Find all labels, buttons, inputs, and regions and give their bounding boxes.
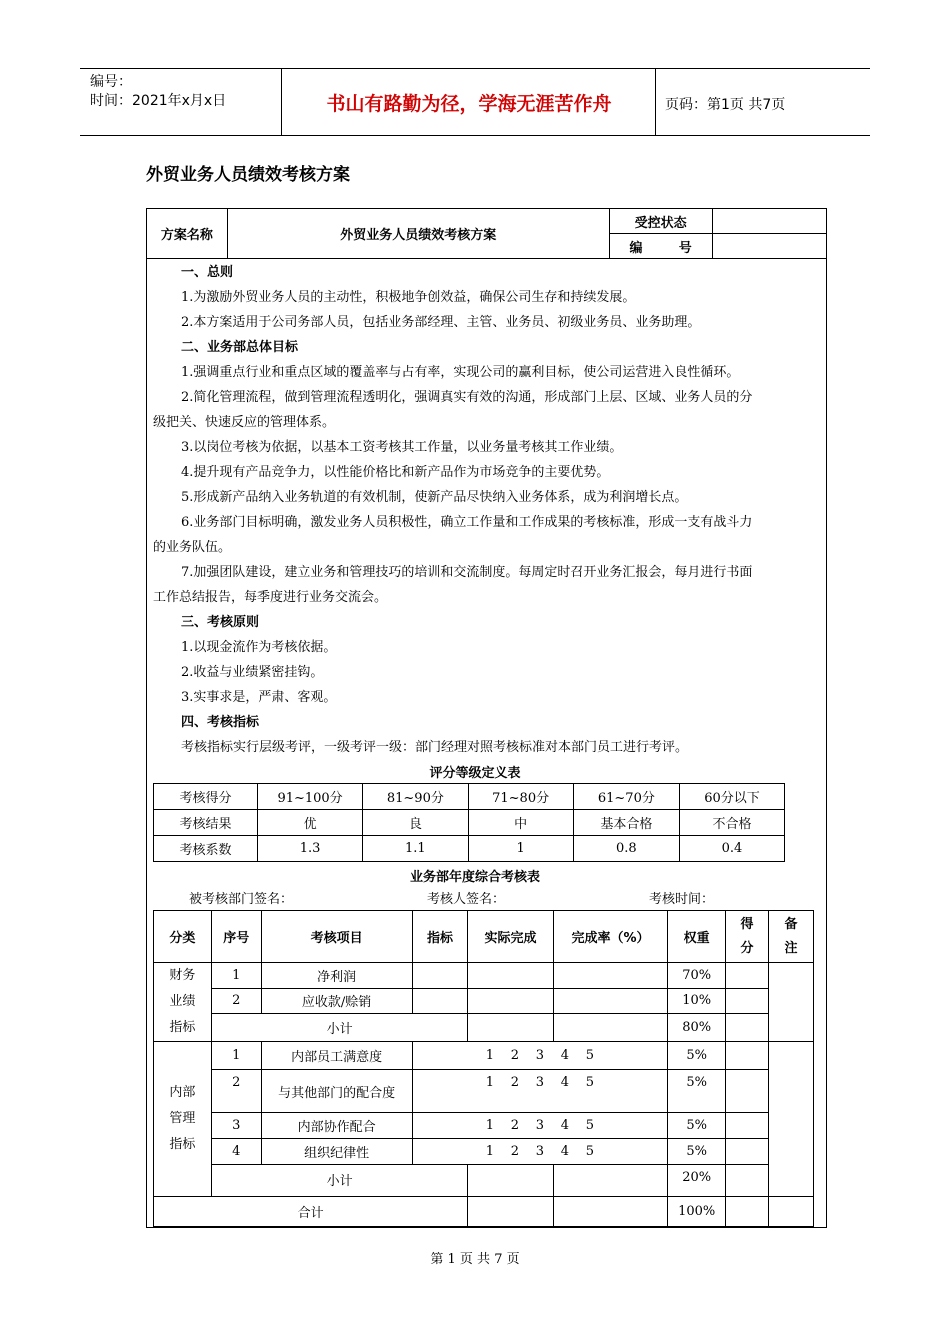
grade-cell: 1.3	[257, 836, 362, 862]
row-score	[726, 1070, 769, 1113]
row-item: 内部协作配合	[261, 1113, 412, 1139]
total-weight: 100%	[668, 1197, 726, 1227]
header-page-info: 页码：第1页 共7页	[665, 97, 786, 113]
row-actual	[468, 1197, 553, 1227]
rating-option: 2	[510, 1075, 520, 1090]
finance-subtotal-weight: 80%	[668, 1014, 726, 1042]
row-indicator	[412, 963, 468, 989]
grade-cell: 基本合格	[573, 810, 679, 836]
row-score	[726, 1197, 769, 1227]
section-heading: 三、考核原则	[181, 615, 260, 630]
paragraph-line: 5.形成新产品纳入业务轨道的有效机制，使新产品尽快纳入业务体系，成为利润增长点。	[181, 490, 688, 505]
paragraph-line: 4.提升现有产品竞争力，以性能价格比和新产品作为市场竞争的主要优势。	[181, 465, 610, 480]
category-internal: 内部管理指标	[154, 1042, 212, 1197]
row-weight: 5%	[668, 1139, 726, 1165]
col-header-no: 序号	[211, 911, 261, 963]
paragraph-line: 1.为激励外贸业务人员的主动性，积极地争创效益，确保公司生存和持续发展。	[181, 290, 636, 305]
rating-scale	[412, 1113, 668, 1139]
row-item: 与其他部门的配合度	[261, 1070, 412, 1113]
row-score	[726, 1165, 769, 1197]
col-header-score: 得分	[726, 911, 769, 963]
grade-cell: 0.8	[573, 836, 679, 862]
scheme-name-label: 方案名称	[147, 209, 228, 259]
col-header-rate: 完成率（%）	[553, 911, 667, 963]
header-motto: 书山有路勤为径，学海无涯苦作舟	[326, 93, 612, 115]
doc-number-value	[712, 234, 826, 259]
rating-scale	[412, 1042, 668, 1070]
rating-option: 1	[485, 1118, 495, 1133]
rating-option: 4	[560, 1075, 570, 1090]
row-remark	[769, 1042, 814, 1197]
annual-assessment-table	[153, 910, 814, 1227]
section-heading: 二、业务部总体目标	[181, 340, 299, 355]
row-no: 3	[211, 1113, 261, 1139]
row-weight: 10%	[668, 988, 726, 1014]
header-top-rule	[80, 68, 870, 69]
grade-cell: 中	[468, 810, 573, 836]
header-number: 编号：	[90, 74, 132, 90]
row-item: 内部员工满意度	[261, 1042, 412, 1070]
paragraph-line: 3.以岗位考核为依据，以基本工资考核其工作量，以业务量考核其工作业绩。	[181, 440, 623, 455]
rating-option: 1	[485, 1075, 495, 1090]
assessment-time-label: 考核时间：	[649, 892, 715, 907]
row-rate	[553, 1197, 667, 1227]
row-score	[726, 1014, 769, 1042]
rating-option: 3	[535, 1048, 545, 1063]
row-weight: 70%	[668, 963, 726, 989]
col-header-weight: 权重	[668, 911, 726, 963]
grade-row-label: 考核系数	[154, 836, 258, 862]
rating-option: 2	[510, 1144, 520, 1159]
row-actual	[468, 1165, 553, 1197]
paragraph-line: 的业务队伍。	[153, 540, 232, 555]
row-no: 2	[211, 1070, 261, 1113]
row-weight: 5%	[668, 1113, 726, 1139]
paragraph-line: 2.简化管理流程，做到管理流程透明化，强调真实有效的沟通，形成部门上层、区域、业务人员的分	[181, 390, 753, 405]
section-heading: 四、考核指标	[181, 715, 260, 730]
rating-option: 3	[535, 1118, 545, 1133]
section-heading: 一、总则	[181, 265, 234, 280]
rating-option: 2	[510, 1048, 520, 1063]
paragraph-line: 6.业务部门目标明确，激发业务人员积极性，确立工作量和工作成果的考核标准，形成一支有战斗力	[181, 515, 753, 530]
row-rate	[553, 988, 667, 1014]
row-no: 2	[211, 988, 261, 1014]
grade-table	[153, 783, 785, 862]
row-indicator	[412, 988, 468, 1014]
row-score	[726, 1042, 769, 1070]
row-remark	[769, 1197, 814, 1227]
internal-subtotal-label: 小计	[211, 1165, 467, 1197]
rating-option: 4	[560, 1144, 570, 1159]
rating-option: 5	[585, 1048, 595, 1063]
paragraph-line: 2.本方案适用于公司务部人员，包括业务部经理、主管、业务员、初级业务员、业务助理。	[181, 315, 701, 330]
grade-cell: 优	[257, 810, 362, 836]
rating-option: 1	[485, 1048, 495, 1063]
grade-cell: 0.4	[679, 836, 784, 862]
rating-option: 4	[560, 1118, 570, 1133]
rating-option: 5	[585, 1118, 595, 1133]
row-weight: 5%	[668, 1042, 726, 1070]
rating-option: 3	[535, 1144, 545, 1159]
col-header-category: 分类	[154, 911, 212, 963]
rating-option: 3	[535, 1075, 545, 1090]
grade-cell: 81~90分	[363, 784, 468, 810]
row-no: 1	[211, 963, 261, 989]
grade-row-label: 考核得分	[154, 784, 258, 810]
row-rate	[553, 1014, 667, 1042]
annual-table-caption: 业务部年度综合考核表	[409, 870, 540, 885]
grade-cell: 91~100分	[257, 784, 362, 810]
header-time: 时间：2021年x月x日	[90, 93, 227, 109]
row-rate	[553, 963, 667, 989]
row-score	[726, 988, 769, 1014]
document-title: 外贸业务人员绩效考核方案	[146, 165, 350, 185]
internal-subtotal-weight: 20%	[668, 1165, 726, 1197]
row-no: 1	[211, 1042, 261, 1070]
rating-option: 1	[485, 1144, 495, 1159]
paragraph-line: 考核指标实行层级考评，一级考评一级：部门经理对照考核标准对本部门员工进行考评。	[181, 740, 689, 755]
doc-number-label: 编 号	[609, 234, 712, 259]
row-actual	[468, 963, 553, 989]
assessor-signature-label: 考核人签名：	[427, 892, 506, 907]
paragraph-line: 1.以现金流作为考核依据。	[181, 640, 337, 655]
control-status-label: 受控状态	[609, 209, 712, 234]
row-rate	[553, 1165, 667, 1197]
row-remark	[769, 963, 814, 1042]
category-finance: 财务业绩指标	[154, 963, 212, 1042]
col-header-indicator: 指标	[412, 911, 468, 963]
total-label: 合计	[154, 1197, 468, 1227]
grade-row-label: 考核结果	[154, 810, 258, 836]
grade-cell: 71~80分	[468, 784, 573, 810]
header-divider	[655, 68, 656, 135]
grade-cell: 不合格	[679, 810, 784, 836]
paragraph-line: 7.加强团队建设，建立业务和管理技巧的培训和交流制度。每周定时召开业务汇报会，每月进行书面	[181, 565, 753, 580]
rating-option: 5	[585, 1075, 595, 1090]
rating-scale	[412, 1139, 668, 1165]
row-score	[726, 963, 769, 989]
row-item: 组织纪律性	[261, 1139, 412, 1165]
paragraph-line: 3.实事求是，严肃、客观。	[181, 690, 337, 705]
paragraph-line: 工作总结报告，每季度进行业务交流会。	[153, 590, 388, 605]
row-score	[726, 1113, 769, 1139]
grade-table-caption: 评分等级定义表	[429, 766, 521, 781]
info-table	[146, 208, 827, 259]
col-header-actual: 实际完成	[468, 911, 553, 963]
rating-option: 4	[560, 1048, 570, 1063]
finance-subtotal-label: 小计	[211, 1014, 467, 1042]
col-header-item: 考核项目	[261, 911, 412, 963]
scheme-name-value: 外贸业务人员绩效考核方案	[227, 209, 609, 259]
page-footer: 第 1 页 共 7 页	[430, 1252, 520, 1267]
header-divider	[281, 68, 282, 135]
paragraph-line: 2.收益与业绩紧密挂钩。	[181, 665, 324, 680]
rating-option: 2	[510, 1118, 520, 1133]
row-actual	[468, 988, 553, 1014]
row-item: 应收款/赊销	[261, 988, 412, 1014]
row-actual	[468, 1014, 553, 1042]
paragraph-line: 1.强调重点行业和重点区域的覆盖率与占有率，实现公司的赢利目标，使公司运营进入良性循环。	[181, 365, 740, 380]
row-item: 净利润	[261, 963, 412, 989]
row-weight: 5%	[668, 1070, 726, 1113]
row-score	[726, 1139, 769, 1165]
header-bottom-rule	[80, 135, 870, 136]
paragraph-line: 级把关、快速反应的管理体系。	[153, 415, 336, 430]
row-no: 4	[211, 1139, 261, 1165]
grade-cell: 良	[363, 810, 468, 836]
rating-option: 5	[585, 1144, 595, 1159]
col-header-remark: 备注	[769, 911, 814, 963]
grade-cell: 60分以下	[679, 784, 784, 810]
dept-signature-label: 被考核部门签名：	[189, 892, 294, 907]
control-status-value	[712, 209, 826, 234]
grade-cell: 1.1	[363, 836, 468, 862]
rating-scale	[412, 1070, 668, 1113]
grade-cell: 61~70分	[573, 784, 679, 810]
grade-cell: 1	[468, 836, 573, 862]
